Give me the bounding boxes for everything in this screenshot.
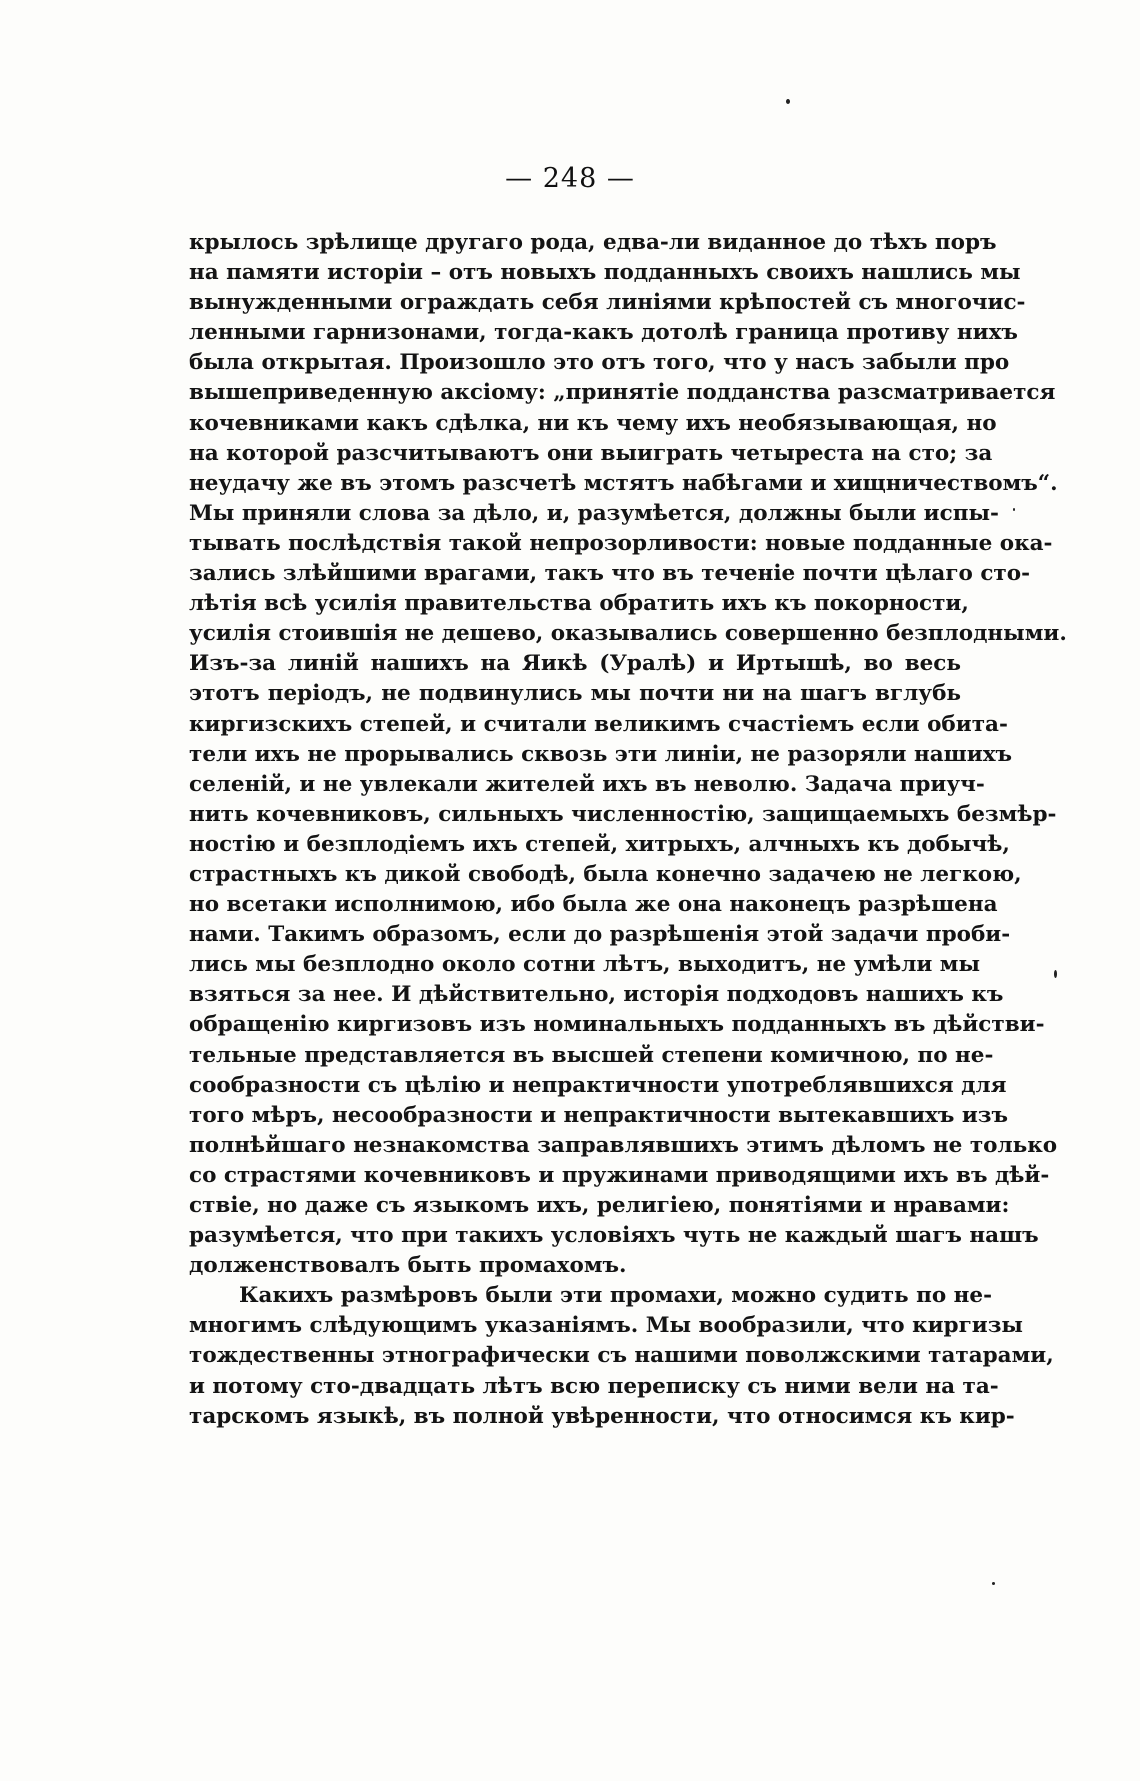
text-line: и потому сто-двадцать лѣтъ всю переписку съ ними вели на та- bbox=[189, 1373, 999, 1399]
text-line: тарскомъ языкѣ, въ полной увѣренности, что относимся къ кир- bbox=[189, 1403, 1015, 1429]
text-line: тывать послѣдствія такой непрозорливости: новые подданные ока- bbox=[189, 530, 1053, 556]
text-line: сообразности съ цѣлію и непрактичности употреблявшихся для bbox=[189, 1072, 1007, 1098]
text-line: лись мы безплодно около сотни лѣтъ, выходитъ, не умѣли мы bbox=[189, 952, 981, 978]
text-line: долженствовалъ быть промахомъ. bbox=[189, 1253, 627, 1279]
text-line: киргизскихъ степей, и считали великимъ счастіемъ если обита- bbox=[189, 711, 1008, 737]
text-line: вынужденными ограждать себя линіями крѣпостей съ многочис- bbox=[189, 290, 1026, 316]
text-line: Изъ-за линій нашихъ на Яикѣ (Уралѣ) и Иртышѣ, во весь bbox=[189, 651, 961, 677]
text-line: селеній, и не увлекали жителей ихъ въ неволю. Задача приуч- bbox=[189, 771, 985, 797]
text-line: взяться за нее. И дѣйствительно, исторія подходовъ нашихъ къ bbox=[189, 982, 1004, 1008]
ink-speck bbox=[1054, 970, 1057, 978]
text-line: усилія стоившія не дешево, оказывались совершенно безплодными. bbox=[189, 621, 1067, 647]
text-line: зались злѣйшими врагами, такъ что въ теченіе почти цѣлаго сто- bbox=[189, 561, 1031, 587]
text-line: многимъ слѣдующимъ указаніямъ. Мы вообразили, что киргизы bbox=[189, 1313, 1023, 1339]
text-line: этотъ періодъ, не подвинулись мы почти ни на шагъ вглубь bbox=[189, 681, 961, 707]
text-line: ностію и безплодіемъ ихъ степей, хитрыхъ, алчныхъ къ добычѣ, bbox=[189, 831, 1010, 857]
text-line: на памяти исторіи – отъ новыхъ подданныхъ своихъ нашлись мы bbox=[189, 260, 1021, 286]
ink-speck bbox=[992, 1582, 995, 1585]
text-line: страстныхъ къ дикой свободѣ, была конечно задачею не легкою, bbox=[189, 861, 1022, 887]
text-line: обращенію киргизовъ изъ номинальныхъ подданныхъ въ дѣйстви- bbox=[189, 1012, 1045, 1038]
text-line: Какихъ размѣровъ были эти промахи, можно судить по не- bbox=[239, 1283, 993, 1309]
text-line: но всетаки исполнимою, ибо была же она наконецъ разрѣшена bbox=[189, 892, 998, 918]
text-line: крылось зрѣлище другаго рода, едва-ли виданное до тѣхъ поръ bbox=[189, 230, 997, 255]
text-line: на которой разсчитываютъ они выиграть четыреста на сто; за bbox=[189, 440, 993, 466]
text-line: разумѣется, что при такихъ условіяхъ чуть не каждый шагъ нашъ bbox=[189, 1223, 1039, 1249]
paragraph bbox=[189, 228, 1067, 1281]
text-line: ленными гарнизонами, тогда-какъ дотолѣ граница противу нихъ bbox=[189, 320, 1018, 346]
text-line: была открытая. Произошло это отъ того, что у насъ забыли про bbox=[189, 350, 1010, 376]
text-line: ствіе, но даже съ языкомъ ихъ, религіею, понятіями и нравами: bbox=[189, 1193, 1010, 1218]
paragraph bbox=[189, 1281, 1054, 1431]
ink-speck bbox=[1013, 508, 1015, 511]
text-line: тельные представляется въ высшей степени комичною, по не- bbox=[189, 1042, 994, 1068]
text-line: лѣтія всѣ усилія правительства обратить ихъ къ покорности, bbox=[189, 591, 969, 617]
body-text bbox=[189, 228, 1067, 1432]
text-line: кочевниками какъ сдѣлка, ни къ чему ихъ необязывающая, но bbox=[189, 410, 997, 436]
ink-speck bbox=[786, 99, 790, 104]
text-line: неудачу же въ этомъ разсчетѣ мстятъ набѣгами и хищничествомъ“. bbox=[189, 470, 1058, 496]
text-line: со страстями кочевниковъ и пружинами приводящими ихъ въ дѣй- bbox=[189, 1162, 1050, 1188]
page-number: — 248 — bbox=[505, 163, 635, 194]
text-line: тождественны этнографически съ нашими поволжскими татарами, bbox=[189, 1343, 1054, 1369]
text-line: тели ихъ не прорывались сквозь эти линіи, не разоряли нашихъ bbox=[189, 741, 1013, 767]
text-line: Мы приняли слова за дѣло, и, разумѣется, должны были испы- bbox=[189, 500, 999, 526]
text-line: нами. Такимъ образомъ, если до разрѣшенія этой задачи проби- bbox=[189, 922, 1011, 948]
text-line: полнѣйшаго незнакомства заправлявшихъ этимъ дѣломъ не только bbox=[189, 1132, 1058, 1158]
text-line: того мѣръ, несообразности и непрактичности вытекавшихъ изъ bbox=[189, 1102, 1008, 1128]
text-line: нить кочевниковъ, сильныхъ численностію, защищаемыхъ безмѣр- bbox=[189, 801, 1057, 827]
text-line: вышеприведенную аксіому: „принятіе подданства разсматривается bbox=[189, 380, 1056, 406]
